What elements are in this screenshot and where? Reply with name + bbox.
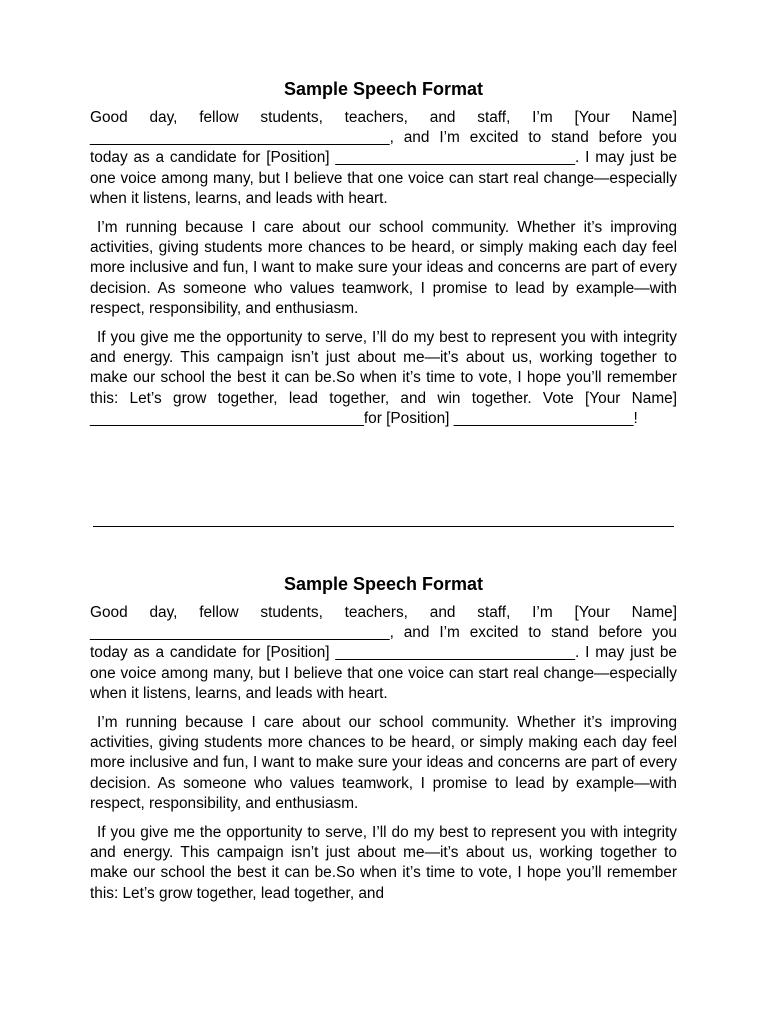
paragraph-closing: If you give me the opportunity to serve, I’ll do my best to represent you with integrity and energy. This campaign isn’t just about me—it’s about us, working together to make our school the best it can be.So when it’s time to vote, I hope you’ll remember this: Let’s grow together, lead together, and win together. Vote [Your Name] ________________________________for [Position] _____________________! [90, 329, 677, 427]
section-divider [93, 526, 674, 527]
paragraph-reasons: I’m running because I care about our school community. Whether it’s improving activities, giving students more chances to be heard, or simply making each day feel more inclusive and fun, I want to make sure your ideas and concerns are part of every decision. As someone who values teamwork, I promise to lead by example—with respect, responsibility, and enthusiasm. [90, 219, 677, 317]
paragraph-intro: Good day, fellow students, teachers, and staff, I’m [Your Name] ___________________________________, and I’m excited to stand before you today as a candidate for [Position] ____________________________. I may just be one voice among many, but I believe that one voice can start real change—especially when it listens, learns, and leads with heart. [90, 604, 677, 702]
section-title: Sample Speech Format [283, 574, 484, 594]
paragraph-closing: If you give me the opportunity to serve, I’ll do my best to represent you with integrity and energy. This campaign isn’t just about me—it’s about us, working together to make our school the best it can be.So when it’s time to vote, I hope you’ll remember this: Let’s grow together, lead together, and [90, 824, 677, 902]
section-title: Sample Speech Format [283, 79, 484, 99]
speech-section [90, 78, 677, 438]
paragraph-intro: Good day, fellow students, teachers, and staff, I’m [Your Name] ___________________________________, and I’m excited to stand before you today as a candidate for [Position] ____________________________. I may just be one voice among many, but I believe that one voice can start real change—especially when it listens, learns, and leads with heart. [90, 109, 677, 207]
paragraph-reasons: I’m running because I care about our school community. Whether it’s improving activities, giving students more chances to be heard, or simply making each day feel more inclusive and fun, I want to make sure your ideas and concerns are part of every decision. As someone who values teamwork, I promise to lead by example—with respect, responsibility, and enthusiasm. [90, 714, 677, 812]
speech-section [90, 573, 677, 913]
